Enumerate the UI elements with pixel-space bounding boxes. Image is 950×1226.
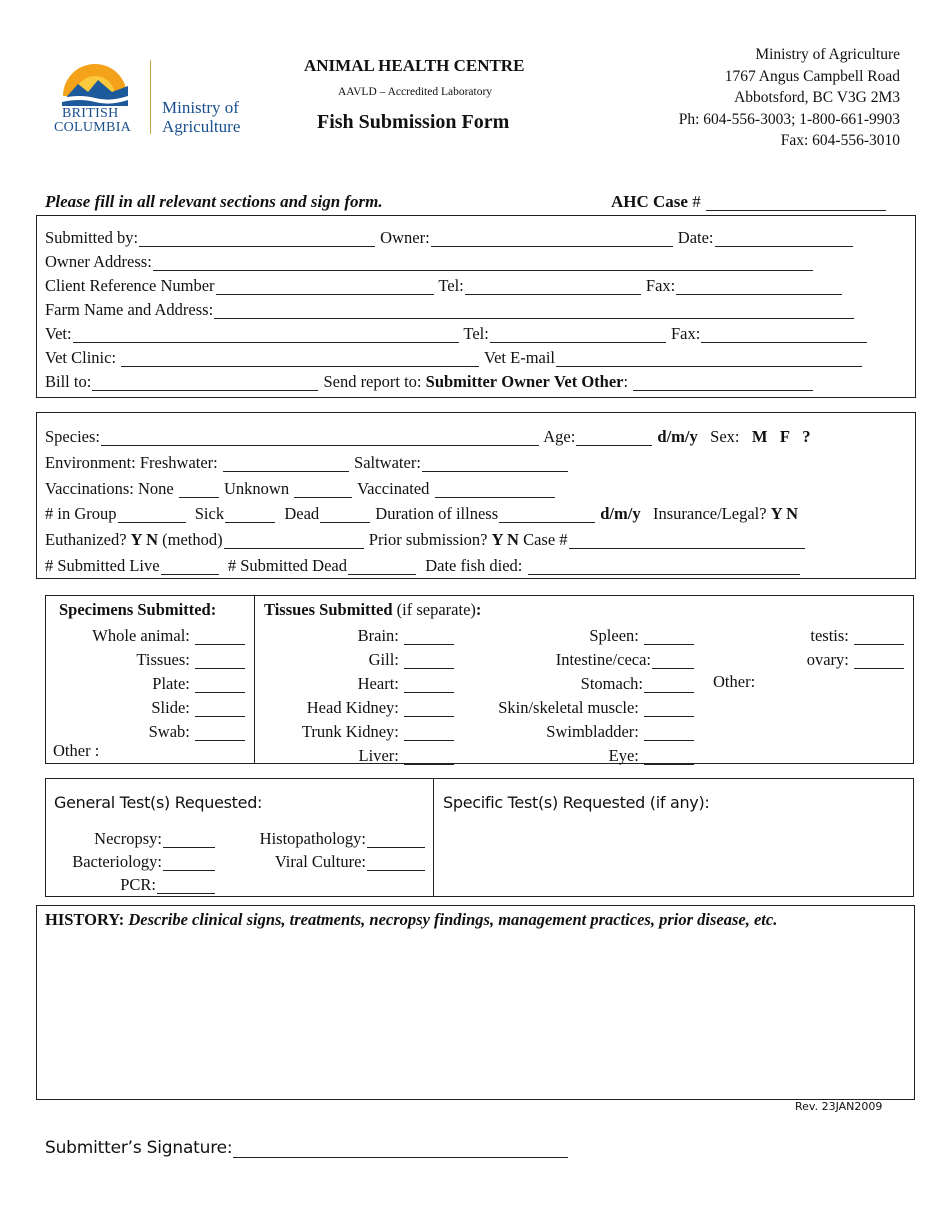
tissue-item: Trunk Kidney: (302, 720, 455, 744)
submitted-dead-input[interactable] (348, 558, 416, 575)
address-line: 1767 Angus Campbell Road (724, 67, 900, 85)
freshwater-input[interactable] (223, 455, 349, 472)
vet-email-input[interactable] (556, 350, 862, 367)
bill-row (45, 370, 814, 394)
vet-tel-input[interactable] (490, 326, 666, 343)
address-line: Abbotsford, BC V3G 2M3 (734, 89, 900, 106)
farm-row (45, 298, 855, 322)
fax-input[interactable] (676, 278, 842, 295)
option-submitter[interactable]: Submitter (425, 372, 498, 391)
form-title: Fish Submission Form (317, 111, 510, 133)
specific-tests-title: Specific Test(s) Requested (if any): (443, 793, 710, 812)
client-ref-input[interactable] (216, 278, 434, 295)
case-hash-label: Case # (523, 530, 568, 549)
submitted-count-row (45, 554, 801, 578)
sick-label: Sick (194, 504, 225, 523)
owner-address-input[interactable] (153, 254, 813, 271)
pcr-input[interactable] (157, 877, 215, 894)
vaccinations-row (45, 477, 556, 501)
submitted-by-input[interactable] (139, 230, 375, 247)
environment-label: Environment: Freshwater: (45, 453, 218, 472)
history-section (36, 905, 915, 1100)
instructions: Please fill in all relevant sections and sign form. (45, 192, 383, 211)
revision: Rev. 23JAN2009 (795, 1100, 883, 1113)
vet-clinic-input[interactable] (121, 350, 479, 367)
tissue-trunk-kidney-input[interactable] (404, 724, 454, 741)
history-prompt: Describe clinical signs, treatments, necropsy findings, management practices, prior disease, etc. (128, 910, 778, 929)
specimens-other-label: Other : (53, 741, 100, 760)
specimen-item: Whole animal: (92, 624, 246, 648)
client-ref-label: Client Reference Number (45, 276, 215, 295)
option-other[interactable]: Other (581, 372, 624, 391)
centre-name: ANIMAL HEALTH CENTRE (304, 56, 525, 75)
specimen-tissues-input[interactable] (195, 652, 245, 669)
tissues-col1 (302, 624, 455, 768)
age-input[interactable] (576, 429, 652, 446)
logo-ministry-line2: Agriculture (162, 117, 241, 136)
colon: : (623, 372, 629, 391)
submitted-live-label: # Submitted Live (45, 556, 160, 575)
tissue-item: Eye: (498, 744, 695, 768)
tissue-item: Gill: (302, 648, 455, 672)
tissue-item: Heart: (302, 672, 455, 696)
environment-row (45, 451, 569, 475)
species-input[interactable] (101, 429, 539, 446)
tel-label: Tel: (438, 276, 464, 295)
owner-address-row (45, 250, 814, 274)
test-item: Necropsy: (72, 827, 216, 850)
group-row (45, 502, 798, 526)
tissue-item: testis: (807, 624, 905, 648)
tissues-col3 (807, 624, 905, 672)
specimen-item: Swab: (92, 720, 246, 744)
specimens-section (45, 595, 914, 764)
tissue-heart-input[interactable] (404, 676, 454, 693)
signature-row (45, 1138, 569, 1158)
date-died-input[interactable] (528, 558, 800, 575)
vet-row (45, 322, 868, 346)
specific-tests-input[interactable] (443, 819, 907, 893)
farm-input[interactable] (214, 302, 854, 319)
tissue-brain-input[interactable] (404, 628, 454, 645)
tissue-spleen-input[interactable] (644, 628, 694, 645)
vaccinated-input[interactable] (435, 481, 555, 498)
specimen-plate-input[interactable] (195, 676, 245, 693)
tissues-other-label: Other: (713, 672, 756, 691)
vaccinated-label: Vaccinated (357, 479, 430, 498)
euthanized-row (45, 528, 806, 552)
animal-section (36, 412, 916, 579)
tissue-item: ovary: (807, 648, 905, 672)
option-vet[interactable]: Vet (553, 372, 578, 391)
logo-bc-line2: COLUMBIA (54, 120, 132, 135)
specimens-divider (254, 596, 255, 763)
tissue-item: Brain: (302, 624, 455, 648)
vet-input[interactable] (73, 326, 459, 343)
sick-input[interactable] (225, 506, 275, 523)
logo-divider (150, 60, 151, 134)
insurance-label: Insurance/Legal? (652, 504, 767, 523)
duration-label: Duration of illness (375, 504, 499, 523)
bc-sun-mountain-icon (60, 58, 130, 106)
submitted-live-input[interactable] (161, 558, 219, 575)
age-units: d/m/y (657, 427, 698, 446)
dead-label: Dead (284, 504, 320, 523)
vet-email-label: Vet E-mail (484, 348, 556, 367)
farm-label: Farm Name and Address: (45, 300, 214, 319)
test-item: Bacteriology: (72, 850, 216, 873)
tissue-ovary-input[interactable] (854, 652, 904, 669)
tissue-intestine-input[interactable] (652, 652, 694, 669)
address-line: Fax: 604-556-3010 (780, 132, 900, 149)
tissue-liver-input[interactable] (404, 748, 454, 765)
specimen-slide-input[interactable] (195, 700, 245, 717)
specimens-title: Specimens Submitted: (59, 600, 217, 619)
date-label: Date: (677, 228, 714, 247)
date-input[interactable] (715, 230, 853, 247)
vaccinations-unknown-label: Unknown (224, 479, 290, 498)
vet-clinic-row (45, 346, 863, 370)
submitter-row (45, 226, 854, 250)
sex-label: Sex: (710, 427, 740, 446)
tissue-testis-input[interactable] (854, 628, 904, 645)
ahc-case-input[interactable] (706, 194, 886, 211)
signature-label: Submitter’s Signature: (45, 1138, 233, 1158)
duration-input[interactable] (499, 506, 595, 523)
tissue-item: Intestine/ceca: (498, 648, 695, 672)
general-tests-right (260, 827, 426, 873)
address-block (679, 44, 900, 152)
prior-yn-option[interactable]: Y N (491, 530, 519, 549)
tissue-item: Swimbladder: (498, 720, 695, 744)
ahc-case (611, 192, 887, 212)
client-ref-row (45, 274, 843, 298)
method-input[interactable] (224, 532, 364, 549)
tissue-item: Liver: (302, 744, 455, 768)
tissue-eye-input[interactable] (644, 748, 694, 765)
history-input[interactable] (45, 938, 909, 1097)
specimen-item: Plate: (92, 672, 246, 696)
age-label: Age: (543, 427, 576, 446)
specimen-whole-animal-input[interactable] (195, 628, 245, 645)
tissue-gill-input[interactable] (404, 652, 454, 669)
species-row (45, 425, 811, 449)
owner-input[interactable] (431, 230, 673, 247)
test-item: PCR: (72, 873, 216, 896)
specimen-item: Slide: (92, 696, 246, 720)
prior-case-input[interactable] (569, 532, 805, 549)
ahc-case-hash: # (692, 192, 701, 211)
tissue-item: Head Kidney: (302, 696, 455, 720)
vaccinations-none-input[interactable] (179, 481, 219, 498)
history-label: HISTORY: (45, 910, 125, 929)
send-report-other-input[interactable] (633, 374, 813, 391)
dead-input[interactable] (320, 506, 370, 523)
vet-fax-label: Fax: (670, 324, 701, 343)
in-group-input[interactable] (118, 506, 186, 523)
saltwater-label: Saltwater: (354, 453, 421, 472)
owner-address-label: Owner Address: (45, 252, 152, 271)
tel-input[interactable] (465, 278, 641, 295)
submitted-dead-label: # Submitted Dead (227, 556, 347, 575)
tissue-head-kidney-input[interactable] (404, 700, 454, 717)
date-died-label: Date fish died: (425, 556, 523, 575)
euthanized-label: Euthanized? (45, 530, 127, 549)
tissues-title: Tissues Submitted (if separate): (264, 600, 482, 619)
submitted-by-label: Submitted by: (45, 228, 139, 247)
vet-label: Vet: (45, 324, 72, 343)
tissue-item: Skin/skeletal muscle: (498, 696, 695, 720)
accreditation: AAVLD – Accredited Laboratory (338, 86, 493, 98)
vet-fax-input[interactable] (701, 326, 867, 343)
euthanized-yn-option[interactable]: Y N (130, 530, 159, 549)
sex-f-option[interactable]: F (779, 427, 790, 446)
ahc-case-label: AHC Case (611, 192, 688, 211)
sex-m-option[interactable]: M (751, 427, 768, 446)
signature-input[interactable] (233, 1139, 568, 1158)
test-item: Histopathology: (260, 827, 426, 850)
send-report-label: Send report to: (323, 372, 422, 391)
address-line: Ministry of Agriculture (755, 46, 900, 63)
fax-label: Fax: (645, 276, 676, 295)
prior-submission-label: Prior submission? (368, 530, 488, 549)
submitter-section (36, 215, 916, 398)
tissue-item: Stomach: (498, 672, 695, 696)
test-item: Viral Culture: (260, 850, 426, 873)
tissue-stomach-input[interactable] (644, 676, 694, 693)
sex-unknown-option[interactable]: ? (802, 427, 811, 446)
viral-culture-input[interactable] (367, 854, 425, 871)
bill-to-input[interactable] (92, 374, 318, 391)
tissue-swimbladder-input[interactable] (644, 724, 694, 741)
owner-label: Owner: (380, 228, 430, 247)
vaccinations-unknown-input[interactable] (294, 481, 352, 498)
insurance-yn-option[interactable]: Y N (770, 504, 799, 523)
vaccinations-none-label: Vaccinations: None (45, 479, 174, 498)
histopathology-input[interactable] (367, 831, 425, 848)
bacteriology-input[interactable] (163, 854, 215, 871)
logo-ministry-line1: Ministry of (162, 98, 239, 117)
tests-divider (433, 779, 434, 896)
saltwater-input[interactable] (422, 455, 568, 472)
bc-logo (52, 58, 252, 138)
general-tests-left (72, 827, 216, 896)
necropsy-input[interactable] (163, 831, 215, 848)
tissue-item: Spleen: (498, 624, 695, 648)
tissue-skin-muscle-input[interactable] (644, 700, 694, 717)
logo-bc-line1: BRITISH (62, 106, 119, 121)
history-header (45, 910, 777, 930)
specimen-swab-input[interactable] (195, 724, 245, 741)
option-owner[interactable]: Owner (501, 372, 550, 391)
tissues-col2 (498, 624, 695, 768)
bill-to-label: Bill to: (45, 372, 92, 391)
specimens-list (92, 624, 246, 744)
tests-section (45, 778, 914, 897)
duration-units: d/m/y (600, 504, 641, 523)
method-label: (method) (162, 530, 223, 549)
general-tests-title: General Test(s) Requested: (54, 793, 263, 812)
vet-clinic-label: Vet Clinic: (45, 348, 117, 367)
species-label: Species: (45, 427, 100, 446)
vet-tel-label: Tel: (463, 324, 489, 343)
address-line: Ph: 604-556-3003; 1-800-661-9903 (678, 110, 900, 128)
specimen-item: Tissues: (92, 648, 246, 672)
in-group-label: # in Group (45, 504, 117, 523)
